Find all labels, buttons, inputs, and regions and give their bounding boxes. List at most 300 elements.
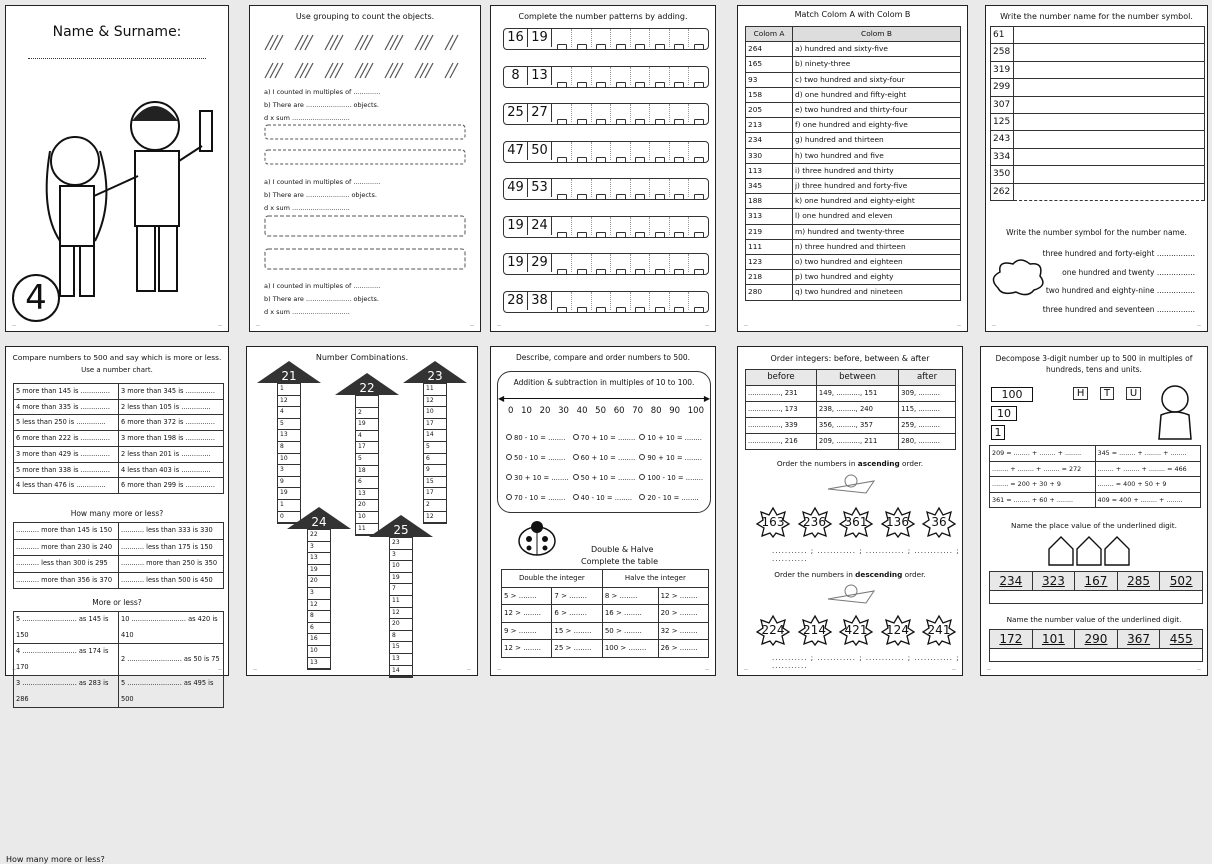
double-header: Double the integer (502, 570, 603, 588)
compare-table (13, 383, 224, 494)
order-cell: 356, ........., 357 (816, 418, 898, 434)
q2-multiples: a) I counted in multiples of ............. (264, 178, 381, 186)
house-cell: 1 (278, 384, 300, 396)
order-row (746, 434, 956, 450)
ops-text: 50 + 10 = ........ (580, 474, 636, 482)
pattern-plus-marker (616, 232, 626, 238)
number-name-row (991, 27, 1205, 44)
compare-row (14, 399, 224, 415)
number-name-row (991, 131, 1205, 148)
pattern-given-number: 29 (528, 254, 552, 272)
compare-row (14, 478, 224, 494)
number-name-blank[interactable] (1014, 148, 1205, 165)
colom-a-value: 234 (746, 133, 793, 148)
colom-a-value: 218 (746, 270, 793, 285)
pattern-given-number: 19 (504, 217, 528, 235)
colom-a-header: Colom A (746, 27, 793, 42)
house-cell: 13 (278, 430, 300, 442)
pattern-given-number: 25 (504, 104, 528, 122)
order-cell: ..............., 339 (746, 418, 817, 434)
number-name-row (991, 61, 1205, 78)
ops-item (573, 488, 640, 508)
compare-row (14, 556, 224, 573)
number-name-row (991, 183, 1205, 200)
worksheet-number-names (985, 5, 1208, 332)
number-name-row (991, 44, 1205, 61)
star-number: 361 (844, 515, 868, 529)
halve-header: Halve the integer (602, 570, 708, 588)
pattern-row (503, 291, 709, 313)
pattern-plus-marker (596, 157, 606, 163)
order-row (746, 418, 956, 434)
house-cell: 0 (278, 512, 300, 524)
number-house (257, 361, 321, 524)
pattern-given-number: 13 (528, 67, 552, 85)
house-cell: 9 (424, 465, 446, 477)
number-line-tick: 0 (508, 406, 514, 416)
pattern-plus-marker (596, 232, 606, 238)
house-cell: 8 (390, 631, 412, 643)
pattern-plus-marker (596, 82, 606, 88)
before-between-after-table (745, 369, 956, 450)
match-row (746, 42, 961, 57)
bullet-icon (506, 494, 512, 500)
bullet-icon (506, 454, 512, 460)
q2-sum: d x sum ............................ (264, 204, 350, 212)
ascending-instruction (738, 459, 962, 468)
double-halve-cell: 7 > ........ (552, 587, 602, 605)
colom-a-value: 111 (746, 239, 793, 254)
colom-b-value: m) hundred and twenty-three (793, 224, 961, 239)
compare-row (14, 612, 224, 644)
ops-row (506, 428, 706, 448)
digit-number: 285 (1118, 572, 1161, 590)
house-cell: 11 (356, 524, 378, 536)
pattern-plus-marker (635, 269, 645, 275)
pattern-plus-marker (577, 82, 587, 88)
house-cell (356, 396, 378, 408)
house-cell: 10 (308, 646, 330, 658)
ops-text: 90 + 10 = ........ (647, 454, 702, 462)
pattern-plus-marker (577, 307, 587, 313)
house-cell: 4 (356, 431, 378, 443)
colom-a-value: 93 (746, 72, 793, 87)
double-halve-cell: 12 > ........ (502, 605, 552, 623)
q1-sum: d x sum ............................ (264, 114, 350, 122)
bullet-icon (506, 434, 512, 440)
colom-b-value: a) hundred and sixty-five (793, 42, 961, 57)
ops-text: 60 + 10 = ........ (580, 454, 636, 462)
star-number: 36 (931, 515, 947, 529)
order-cell: 209, ..........., 211 (816, 434, 898, 450)
house-cell: 12 (390, 608, 412, 620)
digit-number: 290 (1075, 630, 1118, 648)
house-cell: 19 (278, 488, 300, 500)
house-cell: 5 (278, 419, 300, 431)
compare-right: ........... more than 250 is 350 (119, 556, 224, 573)
match-row (746, 224, 961, 239)
number-name-row (991, 114, 1205, 131)
house-cell: 12 (424, 512, 446, 524)
page-title: Use grouping to count the objects. (295, 12, 435, 21)
colom-b-value: h) two hundred and five (793, 148, 961, 163)
ops-text: 70 + 10 = ........ (580, 434, 636, 442)
house-number: 21 (281, 369, 297, 383)
place-value-row (989, 571, 1203, 591)
ops-row (506, 448, 706, 468)
colom-a-value: 205 (746, 103, 793, 118)
page-footer: — — (744, 323, 961, 328)
double-halve-cell: 5 > ........ (502, 587, 552, 605)
number-star (881, 507, 915, 537)
block-1: 1 (991, 425, 1005, 440)
double-halve-row (502, 605, 709, 623)
house-cell: 14 (390, 666, 412, 678)
asc-text: Order the numbers in (776, 459, 856, 468)
number-line (502, 398, 706, 399)
answer-line-descending: ........... ; ............ ; ............ ; ............ ; ........... (772, 654, 960, 670)
house-cell: 10 (424, 407, 446, 419)
order-cell: ..............., 173 (746, 402, 817, 418)
colom-a-value: 123 (746, 255, 793, 270)
decompose-row (990, 446, 1201, 462)
decompose-cell: 409 = 400 + ........ + ........ (1095, 492, 1201, 508)
bundles-group-image (260, 122, 475, 172)
house-cell: 13 (308, 658, 330, 670)
decompose-cell: ........ = 400 + 50 + 9 (1095, 477, 1201, 493)
pattern-plus-marker (674, 44, 684, 50)
digit-number: 172 (990, 630, 1033, 648)
digit-number: 323 (1033, 572, 1076, 590)
house-cell: 12 (278, 396, 300, 408)
order-cell: 280, .......... (899, 434, 956, 450)
double-halve-cell: 6 > ........ (552, 605, 602, 623)
order-row (746, 402, 956, 418)
pattern-plus-marker (674, 119, 684, 125)
pattern-row (503, 253, 709, 275)
match-row (746, 133, 961, 148)
compare-right: ........... less than 333 is 330 (119, 523, 224, 540)
number-name-row (991, 96, 1205, 113)
match-row (746, 270, 961, 285)
page-footer: — — (744, 667, 956, 672)
number-name-blank[interactable] (1014, 114, 1205, 131)
decompose-cell: 209 = ........ + ........ + ........ (990, 446, 1096, 462)
place-value-answers (989, 589, 1203, 604)
compare-left: ........... less than 300 is 295 (14, 556, 119, 573)
number-name-blank[interactable] (1014, 96, 1205, 113)
house-cell: 11 (424, 384, 446, 396)
subtitle-more-less: How many more or less? (6, 855, 105, 864)
house-cell: 4 (278, 407, 300, 419)
compare-left: 5 less than 250 is .............. (14, 415, 119, 431)
pattern-plus-marker (577, 157, 587, 163)
ops-item (506, 448, 573, 468)
house-number: 25 (393, 523, 409, 537)
number-star (839, 507, 873, 537)
compare-row (14, 676, 224, 708)
pattern-plus-marker (577, 269, 587, 275)
ops-text: 30 + 10 = ........ (514, 474, 569, 482)
colom-b-value: q) two hundred and nineteen (793, 285, 961, 300)
house-cell: 13 (390, 654, 412, 666)
ops-text: 10 + 10 = ........ (647, 434, 702, 442)
page-footer: — — (497, 667, 709, 672)
q3-objects: b) There are ...................... objects. (264, 295, 379, 303)
page-footer: — — (992, 323, 1201, 328)
panel-subtitle: Addition & subtraction in multiples of 10 to 100. (513, 378, 695, 387)
subtitle: Use a number chart. (81, 366, 153, 374)
number-line-arrow-left-icon: ◀ (498, 394, 505, 403)
name-line-3: two hundred and eighty-nine ................ (1045, 286, 1195, 295)
match-row (746, 163, 961, 178)
house-cell: 12 (308, 600, 330, 612)
colom-a-value: 188 (746, 194, 793, 209)
pattern-plus-marker (596, 194, 606, 200)
ops-text: 40 - 10 = ........ (580, 494, 633, 502)
house-cell: 8 (308, 611, 330, 623)
pattern-plus-marker (674, 82, 684, 88)
decompose-cell: ........ + ........ + ........ = 466 (1095, 461, 1201, 477)
pattern-given-number: 16 (504, 29, 528, 47)
pattern-plus-marker (674, 232, 684, 238)
house-cell: 5 (356, 454, 378, 466)
house-cell: 8 (278, 442, 300, 454)
house-cell: 6 (356, 477, 378, 489)
match-row (746, 57, 961, 72)
decompose-row (990, 461, 1201, 477)
colom-a-value: 345 (746, 179, 793, 194)
compare-left: ........... more than 230 is 240 (14, 539, 119, 556)
compare-row (14, 572, 224, 589)
number-value-instruction: Name the number value of the underlined digit. (1006, 615, 1182, 624)
number-name-blank[interactable] (1014, 79, 1205, 96)
ops-text: 80 - 10 = ........ (514, 434, 566, 442)
pattern-row (503, 28, 709, 50)
bullet-icon (573, 474, 579, 480)
double-halve-cell: 50 > ........ (602, 622, 658, 640)
page-footer: — — (256, 323, 474, 328)
pattern-given-number: 28 (504, 292, 528, 310)
house-cell: 18 (356, 466, 378, 478)
house-cell: 13 (308, 553, 330, 565)
name-line-2: one hundred and twenty ................ (1062, 267, 1195, 277)
pattern-plus-marker (577, 119, 587, 125)
number-name-blank[interactable] (1014, 183, 1205, 200)
compare-row (14, 462, 224, 478)
house-cell: 3 (278, 465, 300, 477)
compare-left: 5 more than 338 is .............. (14, 462, 119, 478)
number-name-row (991, 148, 1205, 165)
page-title: Match Colom A with Colom B (794, 10, 911, 19)
house-cell: 14 (424, 430, 446, 442)
number-name-blank[interactable] (1014, 131, 1205, 148)
between-header: between (816, 370, 898, 386)
pattern-plus-marker (577, 232, 587, 238)
number-house (369, 515, 433, 678)
match-table (745, 26, 961, 301)
star-number: 136 (886, 515, 909, 529)
digit-number: 101 (1033, 630, 1076, 648)
section-title: Write the number symbol for the number name. (1006, 228, 1187, 237)
order-cell: ..............., 216 (746, 434, 817, 450)
colom-a-value: 158 (746, 87, 793, 102)
colom-b-value: b) ninety-three (793, 57, 961, 72)
decompose-row (990, 477, 1201, 493)
match-row (746, 103, 961, 118)
house-cell: 3 (308, 588, 330, 600)
match-row (746, 239, 961, 254)
compare-row (14, 431, 224, 447)
digit-number: 167 (1075, 572, 1118, 590)
block-10: 10 (991, 406, 1017, 421)
compare-right: 3 more than 345 is .............. (119, 384, 224, 400)
colom-a-value: 219 (746, 224, 793, 239)
colom-b-value: c) two hundred and sixty-four (793, 72, 961, 87)
pattern-plus-marker (674, 194, 684, 200)
number-line-tick: 80 (650, 406, 662, 416)
match-row (746, 194, 961, 209)
subtitle-2: How many more or less? (70, 509, 164, 518)
colom-b-value: k) one hundred and eighty-eight (793, 194, 961, 209)
house-cell: 6 (308, 623, 330, 635)
htu-labels (1067, 387, 1147, 400)
number-name-blank[interactable] (1014, 44, 1205, 61)
number-symbol: 299 (991, 79, 1014, 96)
number-star (756, 507, 790, 537)
decompose-table (989, 445, 1201, 508)
pattern-row (503, 216, 709, 238)
plane-child-icon (826, 471, 876, 501)
house-cell: 19 (356, 419, 378, 431)
page-title: Write the number name for the number symbol. (1000, 12, 1193, 21)
worksheet-compare-numbers (5, 346, 229, 864)
house-cell: 20 (390, 619, 412, 631)
compare-right: 3 more than 198 is .............. (119, 431, 224, 447)
ops-item (506, 468, 573, 488)
house-column (389, 537, 413, 678)
double-halve-cell: 9 > ........ (502, 622, 552, 640)
worksheet-order-integers (737, 346, 963, 676)
house-cell: 17 (424, 488, 446, 500)
number-name-row (991, 166, 1205, 183)
pattern-plus-marker (596, 269, 606, 275)
house-cell: 1 (278, 500, 300, 512)
bullet-icon (506, 474, 512, 480)
pattern-plus-marker (635, 119, 645, 125)
pattern-plus-marker (694, 269, 704, 275)
house-cell: 2 (356, 408, 378, 420)
number-line-tick: 90 (669, 406, 681, 416)
number-symbol: 334 (991, 148, 1014, 165)
house-cell: 20 (356, 500, 378, 512)
house-cell: 15 (424, 477, 446, 489)
number-value-row (989, 629, 1203, 649)
colom-b-value: d) one hundred and fifty-eight (793, 87, 961, 102)
colom-b-value: e) two hundred and thirty-four (793, 103, 961, 118)
decompose-cell: ........ = 200 + 30 + 9 (990, 477, 1096, 493)
ops-item (506, 428, 573, 448)
number-line-tick: 30 (558, 406, 569, 416)
number-star (922, 507, 956, 537)
h-label: H (1073, 387, 1089, 400)
compare-left: ........... more than 356 is 370 (14, 572, 119, 589)
q1-multiples: a) I counted in multiples of ............. (264, 88, 381, 96)
pattern-plus-marker (616, 82, 626, 88)
house-cell: 9 (278, 477, 300, 489)
double-halve-cell: 15 > ........ (552, 622, 602, 640)
number-name-blank[interactable] (1014, 166, 1205, 183)
number-symbol: 125 (991, 114, 1014, 131)
pattern-plus-marker (635, 307, 645, 313)
worksheet-match-columns (737, 5, 968, 332)
more-or-less-table (13, 611, 224, 708)
order-cell: 115, .......... (899, 402, 956, 418)
compare-left: ........... more than 145 is 150 (14, 523, 119, 540)
pattern-plus-marker (655, 157, 665, 163)
pattern-given-number: 27 (528, 104, 552, 122)
number-name-blank[interactable] (1014, 61, 1205, 78)
ops-item (639, 488, 706, 508)
bullet-icon (639, 494, 645, 500)
double-halve-row (502, 640, 709, 658)
worksheet-grouping (249, 5, 481, 332)
double-halve-table (501, 569, 709, 658)
pattern-plus-marker (557, 307, 567, 313)
pattern-plus-marker (694, 307, 704, 313)
double-halve-cell: 25 > ........ (552, 640, 602, 658)
number-house (403, 361, 467, 524)
pattern-plus-marker (635, 194, 645, 200)
match-row (746, 285, 961, 300)
colom-b-value: n) three hundred and thirteen (793, 239, 961, 254)
block-100: 100 (991, 387, 1033, 402)
star-number: 224 (761, 623, 785, 637)
match-row (746, 87, 961, 102)
digit-number: 502 (1169, 574, 1193, 588)
q3-sum: d x sum ............................ (264, 308, 350, 316)
page-title: Complete the number patterns by adding. (518, 12, 688, 21)
pattern-given-number: 49 (504, 179, 528, 197)
pattern-plus-marker (616, 119, 626, 125)
pattern-plus-marker (557, 232, 567, 238)
compare-left: 4 less than 476 is .............. (14, 478, 119, 494)
house-number: 23 (427, 369, 443, 383)
compare-right: 5 .......................... as 495 is 500 (119, 676, 224, 708)
pattern-plus-marker (694, 44, 704, 50)
number-line-tick: 70 (632, 406, 644, 416)
pattern-plus-marker (655, 232, 665, 238)
page-footer: — — (987, 667, 1201, 672)
pattern-plus-marker (655, 269, 665, 275)
compare-left: 5 .......................... as 145 is 150 (14, 612, 119, 644)
order-cell: 149, ..........., 151 (816, 386, 898, 402)
pattern-plus-marker (694, 157, 704, 163)
number-name-blank[interactable] (1014, 27, 1205, 44)
compare-right: 2 less than 105 is .............. (119, 399, 224, 415)
grade-badge: 4 (12, 274, 60, 322)
colom-b-value: p) two hundred and eighty (793, 270, 961, 285)
bullet-icon (573, 434, 579, 440)
colom-b-value: f) one hundred and eighty-five (793, 118, 961, 133)
pattern-plus-marker (596, 44, 606, 50)
desc-end: order. (904, 570, 926, 579)
number-symbol: 258 (991, 44, 1014, 61)
double-halve-row (502, 622, 709, 640)
ops-row (506, 468, 706, 488)
number-symbol: 319 (991, 61, 1014, 78)
houses-icon (1047, 533, 1137, 567)
